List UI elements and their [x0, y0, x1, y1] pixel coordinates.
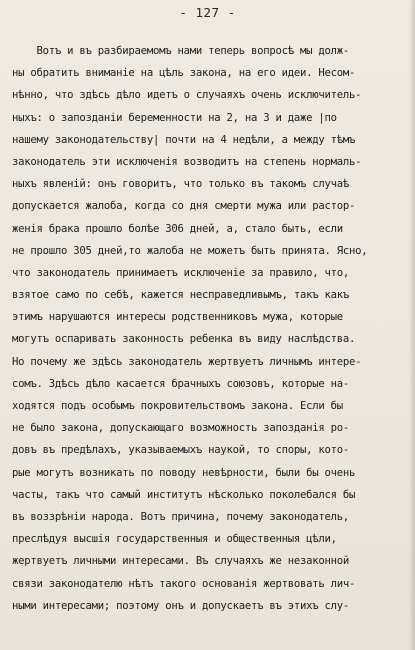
- text-line: сомъ. Здѣсь дѣло касается брачныхъ союзовъ, которые на-: [12, 377, 350, 390]
- text-line: не было закона, допускающаго возможность запозданія ро-: [12, 422, 350, 435]
- text-line: часты, такъ что самый институтъ нѣсколько поколебался бы: [12, 488, 356, 501]
- text-line: что законодатель принимаетъ исключеніе за правило, что,: [12, 266, 350, 279]
- text-line: Вотъ и въ разбираемомъ нами теперь вопросѣ мы долж-: [12, 45, 350, 57]
- text-line: въ воззрѣніи народа. Вотъ причина, почему законодатель,: [12, 510, 350, 523]
- text-line: могутъ оспаривать законность ребенка въ виду наслѣдства.: [12, 333, 356, 346]
- text-line: женія брака прошло болѣе 306 дней, а, стало быть, если: [12, 222, 343, 235]
- text-line: ныхъ: о запозданіи беременности на 2, на 3 и даже |по: [12, 111, 337, 124]
- text-line: Но почему же здѣсь законодатель жертвуетъ личнымъ интере-: [12, 355, 362, 368]
- text-line: ны обратить вниманіе на цѣль закона, на его идеи. Несом-: [12, 67, 356, 80]
- text-line: ходятся подъ особымъ покровительствомъ закона. Если бы: [12, 400, 343, 412]
- text-line: преслѣдуя высшія государственныя и общественныя цѣли,: [12, 533, 337, 546]
- text-line: нѣнно, что здѣсь дѣло идетъ о случаяхъ очень исключитель-: [12, 89, 362, 102]
- body-text: [12, 40, 410, 617]
- text-line: ныхъ явленій: онъ говоритъ, что только въ такомъ случаѣ: [12, 178, 350, 191]
- text-line: связи законодателю нѣтъ такого основанія жертвовать лич-: [12, 577, 356, 590]
- text-line: рые могутъ возникать по поводу невѣрности, были бы очень: [12, 466, 356, 479]
- text-line: нашему законодательству| почти на 4 недѣли, а между тѣмъ: [12, 133, 356, 146]
- text-line: взятое само по себѣ, кажется несправедливымъ, такъ какъ: [12, 289, 350, 302]
- text-line: этимъ нарушаются интересы родственниковъ мужа, которые: [12, 311, 343, 324]
- page-number: - 127 -: [179, 5, 236, 20]
- text-line: ными интересами; поэтому онъ и допускаетъ въ этихъ слу-: [12, 599, 350, 612]
- text-line: допускается жалоба, когда со дня смерти мужа или растор-: [12, 200, 356, 213]
- text-line: законодатель эти исключенія возводитъ на степень нормаль-: [12, 155, 362, 168]
- text-line: довъ въ предѣлахъ, указываемыхъ наукой, то споры, кото-: [12, 444, 350, 457]
- text-line: не прошло 305 дней,то жалоба не можетъ быть принята. Ясно,: [12, 244, 368, 257]
- text-line: жертвуетъ личными интересами. Въ случаяхъ же незаконной: [12, 555, 350, 568]
